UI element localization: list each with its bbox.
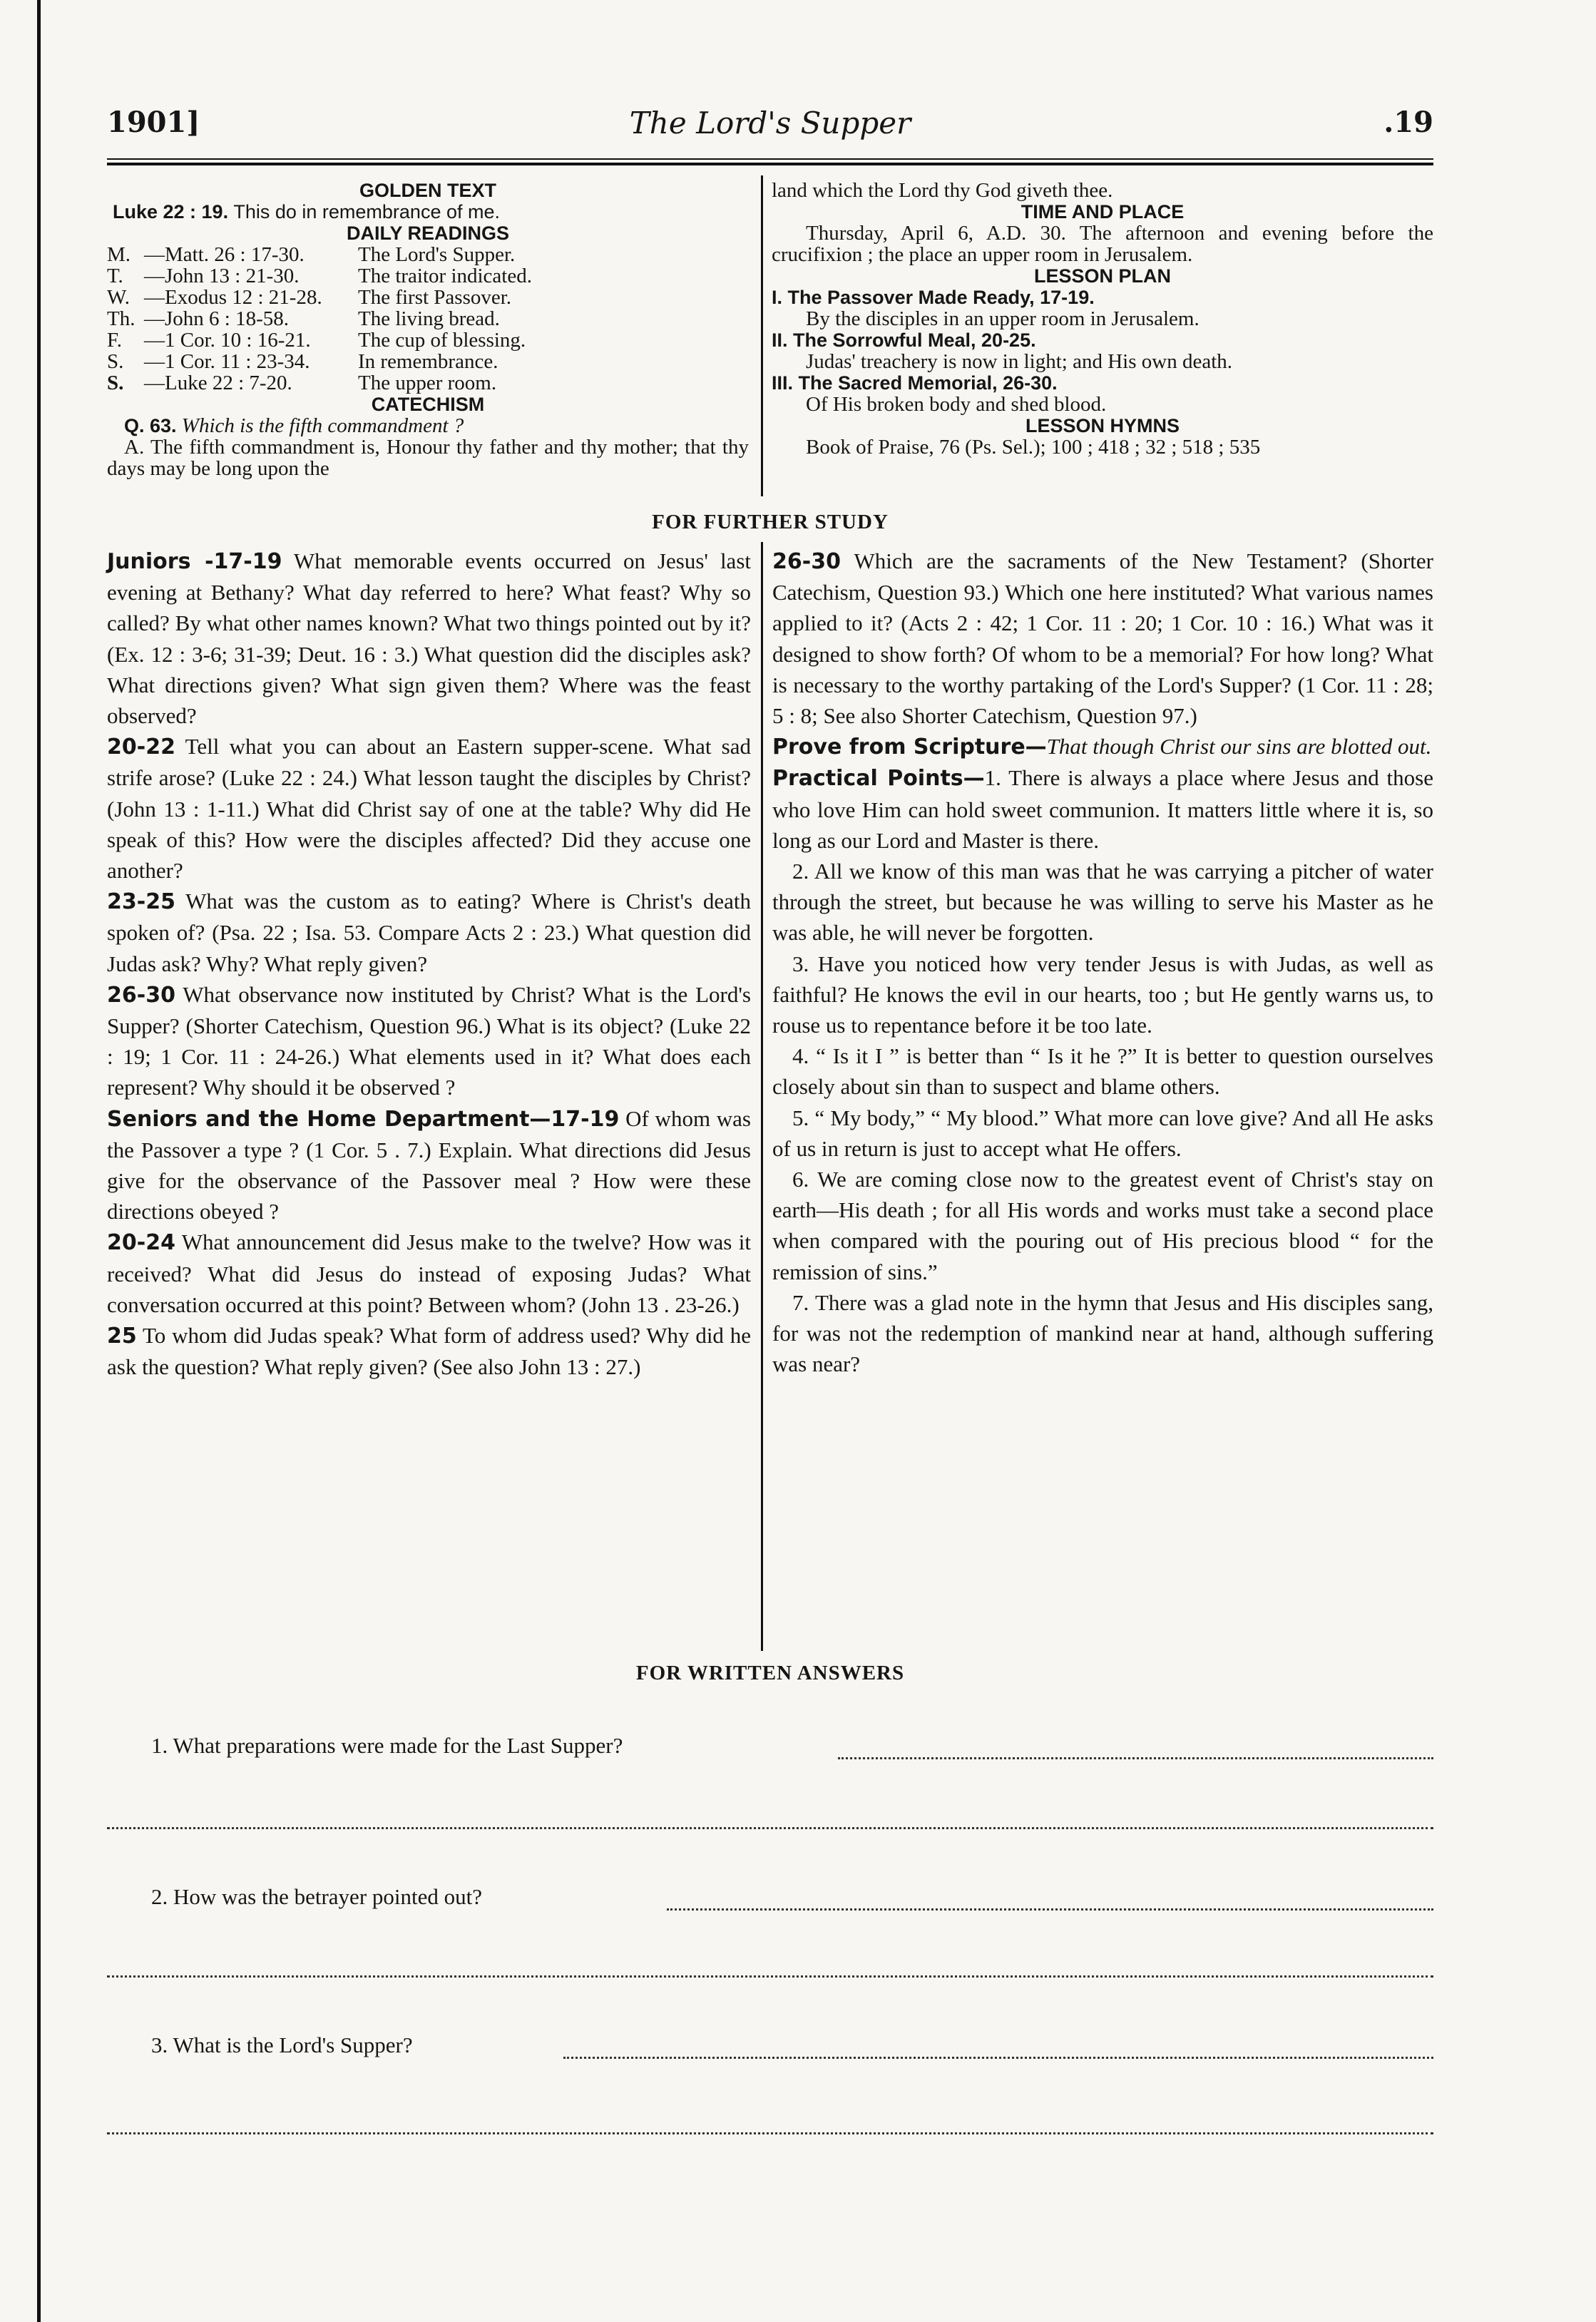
header-year: 1901] (107, 106, 200, 139)
running-header (107, 106, 1433, 155)
reading-topic: The living bread. (358, 307, 500, 330)
practical-point: 6. We are coming close now to the greatest event of Christ's stay on earth—His death ; for all His words and works must take a second place when compared with the pouring out of His precious blood “ for the remission of sins.” (772, 1167, 1433, 1284)
reading-topic: The upper room. (358, 372, 497, 394)
study-lead: 20-24 (107, 1230, 175, 1256)
header-title: The Lord's Supper (629, 106, 911, 140)
reading-ref: —Exodus 12 : 21-28. (144, 286, 322, 309)
catechism-heading: CATECHISM (371, 394, 485, 415)
answer-line[interactable] (667, 1908, 1433, 1911)
study-text: What observance now instituted by Christ? What is the Lord's Supper? (Shorter Catechism, Question 96.) What is its object? (Luke 22 : 19; 1 Cor. 11 : 24-26.) What elements used in it? What does each represent? Why should it be observed ? (107, 981, 751, 1100)
reading-topic: In remembrance. (358, 350, 498, 373)
header-rule-thick (107, 163, 1433, 165)
reading-topic: The first Passover. (358, 286, 512, 309)
practical-point: 7. There was a glad note in the hymn that Jesus and His disciples sang, for was not the redemption of mankind near at hand, although suffering was near? (772, 1289, 1433, 1377)
prove-lead: Prove from Scripture— (772, 735, 1047, 760)
lesson-plan-item-title: III. The Sacred Memorial, 26-30. (772, 372, 1058, 394)
answer-line[interactable] (563, 2057, 1433, 2059)
reading-day: W. (107, 286, 130, 309)
lesson-hymns-text: Book of Praise, 76 (Ps. Sel.); 100 ; 418 ; 32 ; 518 ; 535 (806, 436, 1261, 459)
study-lead: 26-30 (772, 549, 841, 574)
lesson-info-right (772, 180, 1433, 458)
written-question: 2. How was the betrayer pointed out? (151, 1884, 483, 1909)
reading-row (107, 308, 749, 329)
study-paragraph (107, 1227, 751, 1320)
reading-day: Th. (107, 307, 135, 330)
header-rule (107, 158, 1433, 160)
lesson-plan-item-title: I. The Passover Made Ready, 17-19. (772, 287, 1095, 308)
practical-point: 2. All we know of this man was that he was carrying a pitcher of water through the street, but because he was willing to serve his Master as he was able, he will never be forgotten. (772, 859, 1433, 946)
reading-ref: —1 Cor. 10 : 16-21. (144, 329, 311, 352)
study-text: To whom did Judas speak? What form of address used? Why did he ask the question? What reply given? (See also John 13 : 27.) (107, 1323, 751, 1380)
reading-topic: The Lord's Supper. (358, 243, 516, 266)
reading-day: M. (107, 243, 131, 266)
catechism-q-label: Q. 63. (124, 415, 177, 436)
practical-lead: Practical Points— (772, 766, 985, 792)
practical-point: 4. “ Is it I ” is better than “ Is it he ?” It is better to question ourselves closely about sin than to suspect and blame others. (772, 1043, 1433, 1100)
reading-ref: —John 6 : 18-58. (144, 307, 289, 330)
further-study-left-column (107, 546, 751, 1382)
study-lead: 20-22 (107, 735, 175, 760)
lesson-plan-item-desc: By the disciples in an upper room in Jerusalem. (806, 307, 1199, 330)
catechism-answer: A. The fifth commandment is, Honour thy father and thy mother; that thy days may be long upon the (107, 436, 749, 480)
lesson-info-left (107, 180, 749, 479)
reading-ref: —John 13 : 21-30. (144, 265, 300, 287)
golden-text-verse: This do in remembrance of me. (233, 201, 500, 223)
answer-line[interactable] (107, 2132, 1433, 2134)
daily-readings-list (107, 244, 749, 394)
study-paragraph (107, 1103, 751, 1227)
prove-from-scripture (772, 731, 1433, 762)
column-divider-study (761, 542, 763, 1651)
study-text: Which are the sacraments of the New Testament? (Shorter Catechism, Question 93.) Which one here instituted? What various names applied to it? (Acts 2 : 42; 1 Cor. 11 : 20; 1 Cor. 10 : 16.) What was it designed to show forth? Of whom to be a memorial? For how long? What is necessary to the worthy partaking of the Lord's Supper? (1 Cor. 11 : 28; 5 : 8; See also Shorter Catechism, Question 97.) (772, 548, 1433, 729)
daily-readings-heading: DAILY READINGS (346, 223, 510, 244)
lesson-plan-item-desc: Judas' treachery is now in light; and His own death. (806, 350, 1232, 373)
reading-day: F. (107, 329, 123, 352)
reading-ref: —1 Cor. 11 : 23-34. (144, 350, 310, 373)
reading-ref: —Luke 22 : 7-20. (144, 372, 292, 394)
reading-row (107, 265, 749, 287)
study-lead: 25 (107, 1324, 137, 1349)
study-paragraph (107, 979, 751, 1103)
study-lead: Seniors and the Home Department—17-19 (107, 1106, 620, 1132)
time-place-heading: TIME AND PLACE (1020, 201, 1185, 223)
time-place-text: Thursday, April 6, A.D. 30. The afternoon and evening before the crucifixion ; the place an upper room in Jerusalem. (772, 222, 1433, 266)
golden-text-heading: GOLDEN TEXT (359, 180, 496, 201)
prove-text: That though Christ our sins are blotted out. (1046, 734, 1432, 759)
reading-ref: —Matt. 26 : 17-30. (144, 243, 305, 266)
reading-row (107, 287, 749, 308)
reading-day: S. (107, 350, 124, 373)
reading-topic: The cup of blessing. (358, 329, 526, 352)
study-paragraph (107, 731, 751, 886)
answer-line[interactable] (107, 1975, 1433, 1978)
study-paragraph (107, 546, 751, 731)
study-text: What announcement did Jesus make to the twelve? How was it received? What did Jesus do instead of exposing Judas? What conversation occurred at this point? Between whom? (John 13 . 23-26.) (107, 1229, 751, 1317)
study-lead: 26-30 (107, 982, 175, 1008)
written-question: 3. What is the Lord's Supper? (151, 2032, 413, 2057)
further-study-right-column (772, 546, 1433, 1379)
catechism-answer-continued: land which the Lord thy God giveth thee. (772, 179, 1113, 202)
reading-day: T. (107, 265, 123, 287)
written-answers-heading: FOR WRITTEN ANSWERS (635, 1662, 905, 1684)
reading-row (107, 329, 749, 351)
further-study-heading: FOR FURTHER STUDY (652, 511, 889, 533)
lesson-hymns-heading: LESSON HYMNS (1025, 415, 1180, 436)
study-paragraph (107, 886, 751, 979)
written-question: 1. What preparations were made for the Last Supper? (151, 1733, 623, 1758)
reading-row (107, 351, 749, 372)
study-text: What memorable events occurred on Jesus' last evening at Bethany? What day referred to here? What feast? Why so called? By what other names known? What two things pointed out by it? (Ex. 12 : 3-6; 31-39; Deut. 16 : 3.) What question did the disciples ask? What directions given? What sign given them? Where was the feast observed? (107, 548, 751, 729)
study-text: What was the custom as to eating? Where is Christ's death spoken of? (Psa. 22 ; Isa. 53. Compare Acts 2 : 23.) What question did Judas ask? Why? What reply given? (107, 889, 751, 976)
reading-row (107, 372, 749, 394)
answer-line[interactable] (838, 1757, 1433, 1759)
answer-line[interactable] (107, 1827, 1433, 1829)
practical-point (772, 762, 1433, 856)
lesson-plan-heading: LESSON PLAN (1033, 265, 1172, 287)
reading-topic: The traitor indicated. (358, 265, 532, 287)
study-paragraph (107, 1320, 751, 1382)
study-text: Tell what you can about an Eastern supper-scene. What sad strife arose? (Luke 22 : 24.) What lesson taught the disciples by Christ? (John 13 : 1-11.) What did Christ say of one at the table? Why did He speak of this? How were the disciples affected? Did they accuse one another? (107, 734, 751, 884)
reading-day: S. (107, 372, 124, 394)
golden-text (107, 201, 749, 223)
study-paragraph (772, 546, 1433, 731)
catechism-question (107, 415, 749, 436)
study-lead: Juniors -17-19 (107, 549, 282, 574)
practical-point-text: 1. There is always a place where Jesus and those who love Him can hold sweet communion. It matters little where it is, so long as our Lord and Master is there. (772, 765, 1433, 853)
reading-row (107, 244, 749, 265)
lesson-plan-item-desc: Of His broken body and shed blood. (806, 393, 1107, 416)
study-lead: 23-25 (107, 889, 175, 915)
golden-text-ref: Luke 22 : 19. (113, 201, 229, 223)
column-divider-top (761, 175, 763, 496)
lesson-plan-item-title: II. The Sorrowful Meal, 20-25. (772, 329, 1036, 351)
catechism-q-text: Which is the fifth commandment ? (181, 414, 464, 437)
study-text: Of whom was the Passover a type ? (1 Cor. 5 . 7.) Explain. What directions did Jesus give for the observance of the Passover meal ? How were these directions obeyed ? (107, 1105, 751, 1224)
practical-point: 3. Have you noticed how very tender Jesus is with Judas, as well as faithful? He knows the evil in our hearts, too ; but He gently warns us, to rouse us to repentance before it be too late. (772, 951, 1433, 1038)
header-page-number: .19 (1383, 106, 1433, 139)
practical-point: 5. “ My body,” “ My blood.” What more can love give? And all He asks of us in return is just to accept what He offers. (772, 1105, 1433, 1161)
binding-margin-line (37, 0, 41, 2322)
